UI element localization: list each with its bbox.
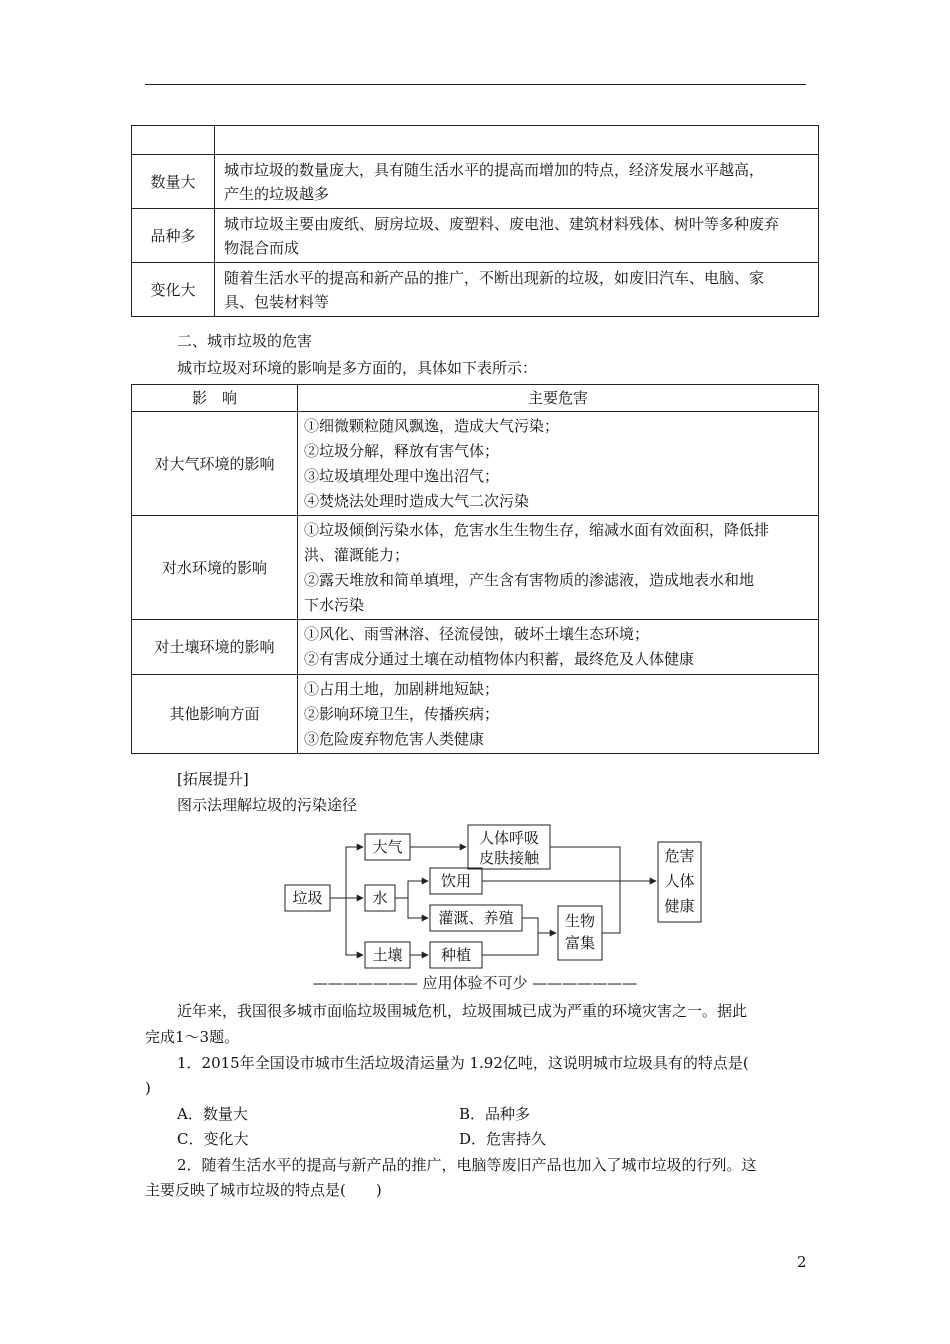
row-key: 对水环境的影响 (132, 516, 298, 620)
extension-title: 图示法理解垃圾的污染途径 (177, 796, 358, 814)
header-rule (145, 84, 806, 85)
row-key: 数量大 (132, 155, 215, 209)
option-a: A．数量大 (177, 1105, 248, 1123)
row-key: 品种多 (132, 209, 215, 263)
row-value: ①细微颗粒随风飘逸，造成大气污染； ②垃圾分解，释放有害气体； ③垃圾填埋处理中逸出沼气； ④焚烧法处理时造成大气二次污染 (298, 412, 819, 516)
question-1-line1: 1．2015年全国设市城市生活垃圾清运量为 1.92亿吨，这说明城市垃圾具有的特点是( (177, 1054, 749, 1072)
table-row (132, 620, 819, 675)
water-label: 水 (372, 889, 388, 907)
question-1-line2: ) (145, 1079, 151, 1097)
row-value: ①垃圾倾倒污染水体，危害水生生物生存，缩减水面有效面积，降低排 洪、灌溉能力； ②露天堆放和简单填埋，产生含有害物质的渗滤液，造成地表水和地 下水污染 (298, 516, 819, 620)
enrich-label-1: 生物 (564, 912, 596, 930)
table-row (132, 675, 819, 754)
table-row (132, 263, 819, 317)
column-header: 主要危害 (298, 385, 819, 412)
contact-label-2: 皮肤接触 (478, 849, 540, 867)
row-value: ①占用土地，加剧耕地短缺； ②影响环境卫生，传播疾病； ③危险废弃物危害人类健康 (298, 675, 819, 754)
table-row (132, 155, 819, 209)
option-c: C．变化大 (177, 1130, 249, 1148)
harm-label-2: 人体 (664, 872, 695, 890)
row-value: 城市垃圾的数量庞大，具有随生活水平的提高而增加的特点，经济发展水平越高， 产生的垃圾越多 (215, 155, 819, 209)
row-key: 对土壤环境的影响 (132, 620, 298, 675)
question-intro-line2: 完成1～3题。 (145, 1028, 240, 1046)
option-d: D．危害持久 (459, 1130, 547, 1148)
row-value: 随着生活水平的提高和新产品的推广，不断出现新的垃圾，如废旧汽车、电脑、家 具、包装材料等 (215, 263, 819, 317)
table-row (132, 412, 819, 516)
section-divider: ——————— 应用体验不可少 ——————— (312, 974, 638, 992)
section-intro: 城市垃圾对环境的影响是多方面的，具体如下表所示： (177, 359, 538, 377)
extension-tag: [拓展提升] (177, 770, 249, 788)
table-row (132, 209, 819, 263)
soil-label: 土壤 (372, 946, 403, 964)
section-heading: 二、城市垃圾的危害 (177, 332, 313, 350)
enrich-label-2: 富集 (564, 934, 596, 952)
row-value: ①风化、雨雪淋溶、径流侵蚀，破坏土壤生态环境； ②有害成分通过土壤在动植物体内积蓄，最终危及人体健康 (298, 620, 819, 675)
row-key: 变化大 (132, 263, 215, 317)
column-header: 影 响 (132, 385, 298, 412)
row-value: 城市垃圾主要由废纸、厨房垃圾、废塑料、废电池、建筑材料残体、树叶等多种废弃 物混合而成 (215, 209, 819, 263)
question-intro-line1: 近年来，我国很多城市面临垃圾围城危机，垃圾围城已成为严重的环境灾害之一。据此 (177, 1002, 748, 1020)
table-row (132, 126, 819, 155)
garbage-label: 垃圾 (292, 889, 323, 907)
plant-label: 种植 (440, 946, 472, 964)
harm-label-1: 危害 (664, 847, 695, 865)
hazards-table (131, 384, 819, 754)
page-number: 2 (797, 1253, 807, 1271)
air-label: 大气 (372, 838, 403, 856)
table-row (132, 516, 819, 620)
table-header-row (132, 385, 819, 412)
harm-label-3: 健康 (664, 897, 695, 915)
pollution-pathway-diagram (280, 820, 710, 970)
question-2-line2: 主要反映了城市垃圾的特点是( ) (145, 1181, 382, 1199)
row-key: 对大气环境的影响 (132, 412, 298, 516)
characteristics-table (131, 125, 819, 317)
contact-label-1: 人体呼吸 (478, 829, 540, 847)
question-2-line1: 2．随着生活水平的提高与新产品的推广，电脑等废旧产品也加入了城市垃圾的行列。这 (177, 1156, 757, 1174)
option-b: B．品种多 (459, 1105, 531, 1123)
row-key: 其他影响方面 (132, 675, 298, 754)
irrigate-label: 灌溉、养殖 (438, 909, 514, 927)
drink-label: 饮用 (440, 872, 472, 890)
